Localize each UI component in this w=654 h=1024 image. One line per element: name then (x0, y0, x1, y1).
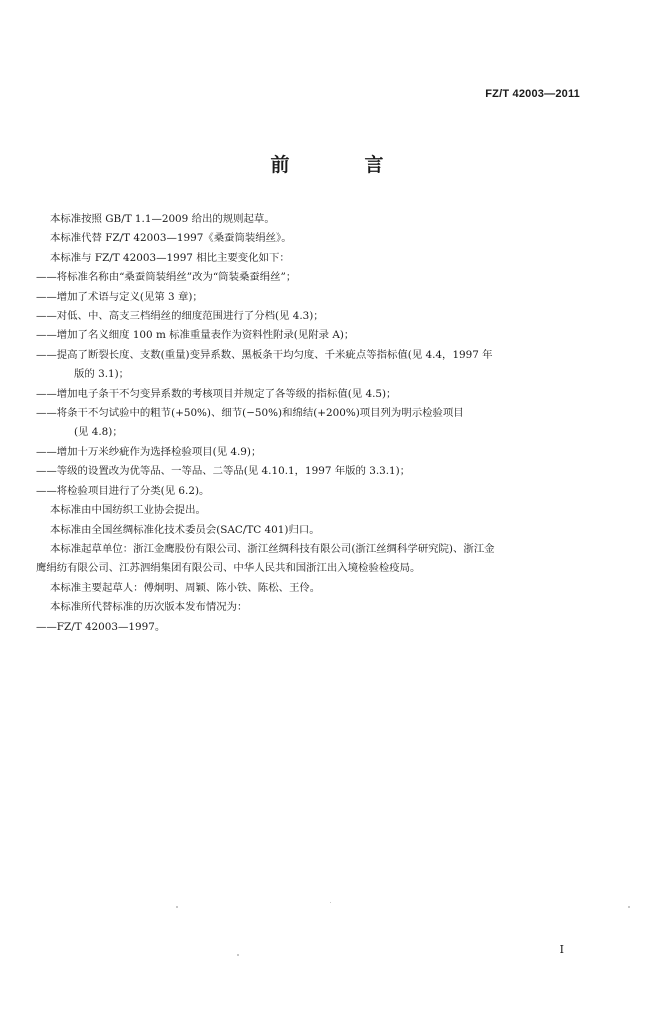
scan-speck (237, 954, 239, 956)
paragraph: 本标准由中国纺织工业协会提出。 (50, 504, 206, 517)
list-item: ——增加了术语与定义(见第 3 章)； (36, 290, 203, 303)
page-number: I (559, 943, 564, 956)
list-item: ——对低、中、高支三档绢丝的细度范围进行了分档(见 4.3)； (36, 310, 324, 323)
list-item-continuation: (见 4.8)； (74, 426, 123, 439)
list-item: ——将检验项目进行了分类(见 6.2)。 (36, 484, 210, 497)
paragraph: 本标准与 FZ/T 42003—1997 相比主要变化如下： (50, 251, 290, 264)
paragraph: 本标准起草单位：浙江金鹰股份有限公司、浙江丝绸科技有限公司(浙江丝绸科学研究院)、浙江金 (50, 542, 495, 555)
list-item: ——将标准名称由“桑蚕筒装绢丝”改为“筒装桑蚕绢丝”； (36, 271, 297, 284)
paragraph: 本标准主要起草人：傅炯明、周颖、陈小铁、陈松、王伶。 (50, 581, 321, 594)
scan-speck (330, 902, 331, 903)
scan-speck (628, 906, 630, 908)
list-item: ——增加十万米纱疵作为选择检验项目(见 4.9)； (36, 445, 262, 458)
list-item: ——等级的设置改为优等品、一等品、二等品(见 4.10.1，1997 年版的 3.3.1)； (36, 465, 411, 478)
foreword-body (36, 210, 584, 637)
list-item: ——FZ/T 42003—1997。 (36, 620, 166, 633)
list-item: ——增加了名义细度 100 m 标准重量表作为资料性附录(见附录 A)； (36, 329, 355, 342)
paragraph: 本标准所代替标准的历次版本发布情况为： (50, 601, 248, 614)
list-item: ——提高了断裂长度、支数(重量)变异系数、黑板条干均匀度、千米疵点等指标值(见 4.4，1997 年 (36, 348, 493, 361)
paragraph-continuation: 鹰绢纺有限公司、江苏泗绢集团有限公司、中华人民共和国浙江出入境检验检疫局。 (36, 562, 421, 575)
paragraph: 本标准代替 FZ/T 42003—1997《桑蚕筒装绢丝》。 (50, 232, 292, 245)
paragraph: 本标准由全国丝绸标准化技术委员会(SAC/TC 401)归口。 (50, 523, 320, 536)
standard-code-header: FZ/T 42003—2011 (485, 88, 580, 100)
list-item: ——增加电子条干不匀变异系数的考核项目并规定了各等级的指标值(见 4.5)； (36, 387, 397, 400)
list-item-continuation: 版的 3.1)； (74, 368, 130, 381)
page-title: 前 言 (270, 154, 412, 176)
list-item: ——将条干不匀试验中的粗节(+50%)、细节(−50%)和绵结(+200%)项目列为明示检验项目 (36, 407, 464, 420)
paragraph: 本标准按照 GB/T 1.1—2009 给出的规则起草。 (50, 213, 275, 225)
scan-speck (176, 906, 178, 908)
